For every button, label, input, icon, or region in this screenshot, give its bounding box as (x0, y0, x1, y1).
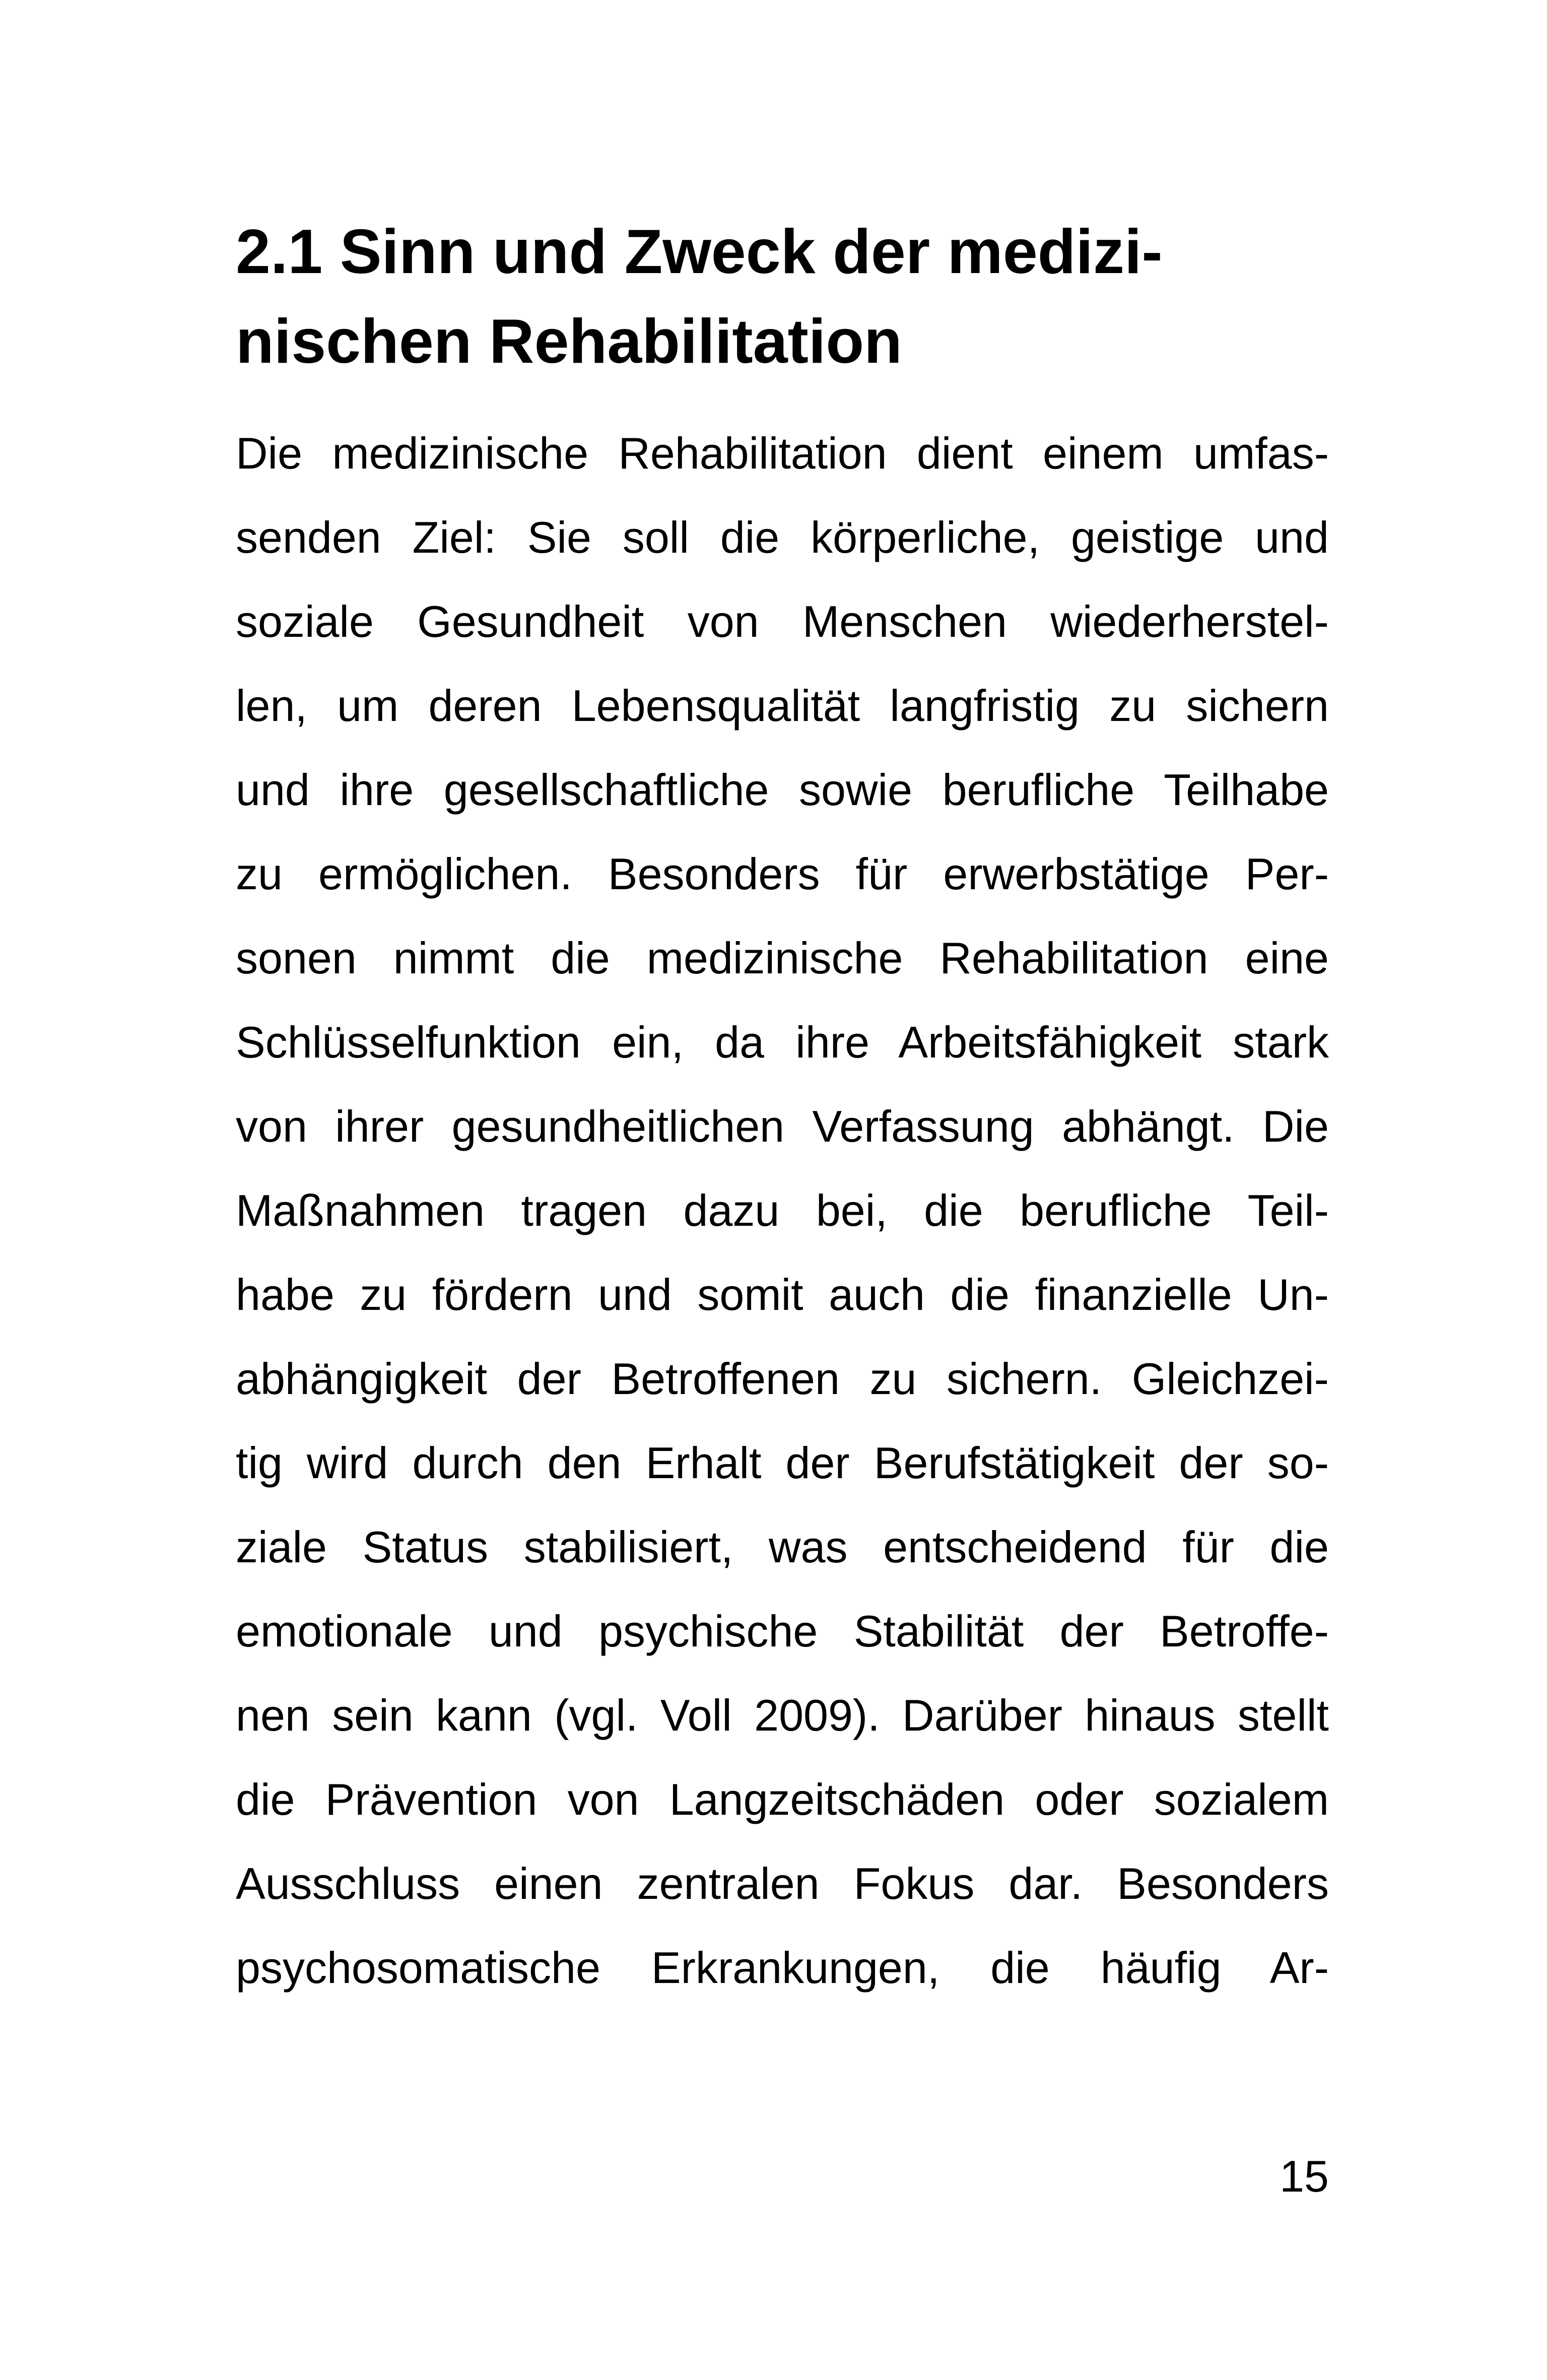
body-text-line: die Prävention von Langzeitschäden oder sozialem (236, 1774, 1329, 1824)
body-text-line: senden Ziel: Sie soll die körperliche, geistige und (236, 512, 1329, 562)
body-text-line: Maßnahmen tragen dazu bei, die berufliche Teil- (236, 1185, 1329, 1235)
section-heading-line-2: nischen Rehabilitation (236, 307, 902, 376)
body-text-line: und ihre gesellschaftliche sowie berufliche Teilhabe (236, 765, 1329, 815)
body-text-line: Die medizinische Rehabilitation dient einem umfas- (236, 428, 1329, 478)
body-text-line: zu ermöglichen. Besonders für erwerbstätige Per- (236, 849, 1329, 899)
body-text-line: len, um deren Lebensqualität langfristig zu sichern (236, 681, 1329, 731)
body-text-line: soziale Gesundheit von Menschen wiederherstel- (236, 597, 1329, 646)
body-text-line: nen sein kann (vgl. Voll 2009). Darüber hinaus stellt (236, 1690, 1329, 1740)
body-text-line: tig wird durch den Erhalt der Berufstätigkeit der so- (236, 1438, 1329, 1488)
body-text-line: sonen nimmt die medizinische Rehabilitation eine (236, 933, 1329, 983)
body-text-line: von ihrer gesundheitlichen Verfassung abhängt. Die (236, 1101, 1329, 1151)
body-text-line: psychosomatische Erkrankungen, die häufig Ar- (236, 1943, 1329, 1993)
body-text-line: Schlüsselfunktion ein, da ihre Arbeitsfähigkeit stark (236, 1017, 1329, 1067)
body-text-line: Ausschluss einen zentralen Fokus dar. Besonders (236, 1859, 1329, 1908)
body-text-line: emotionale und psychische Stabilität der Betroffe- (236, 1606, 1329, 1656)
page-number: 15 (1280, 2151, 1329, 2201)
body-text-line: ziale Status stabilisiert, was entscheidend für die (236, 1522, 1329, 1572)
section-heading-line-1: 2.1 Sinn und Zweck der medizi- (236, 217, 1163, 287)
body-text-line: habe zu fördern und somit auch die finanzielle Un- (236, 1270, 1329, 1319)
body-text-line: abhängigkeit der Betroffenen zu sichern. Gleichzei- (236, 1354, 1329, 1404)
